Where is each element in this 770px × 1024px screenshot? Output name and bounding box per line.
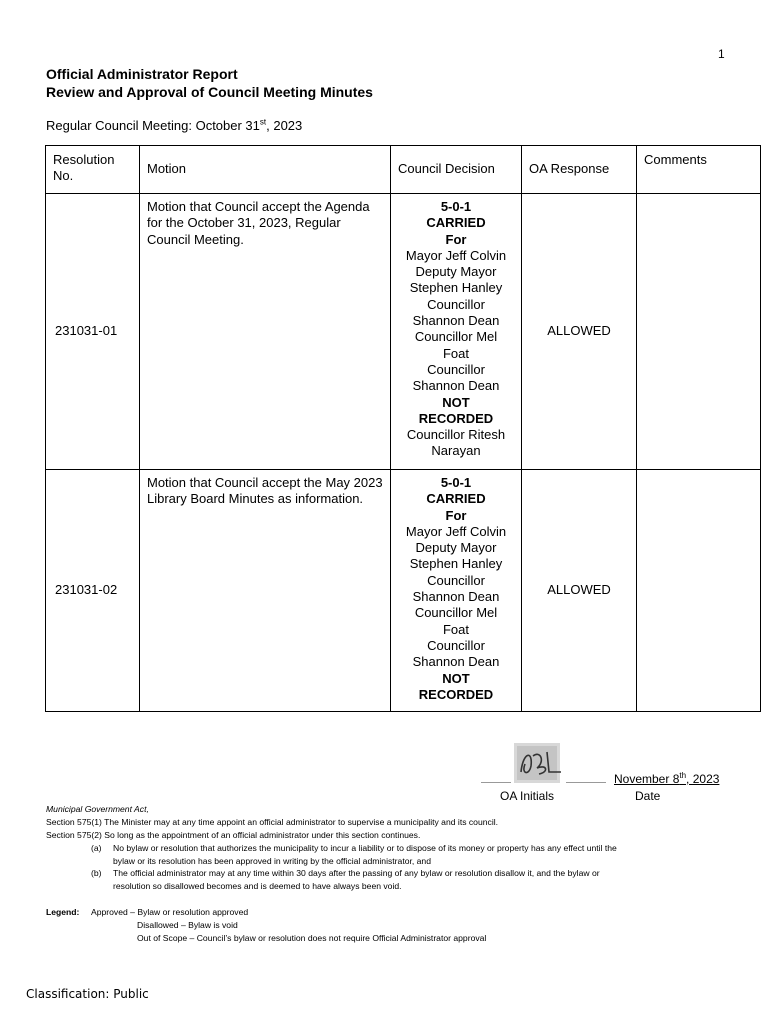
decision-line: Shannon Dean [412, 589, 500, 605]
decision-line: Councillor [427, 361, 485, 377]
header-council-decision: Council Decision [391, 146, 522, 194]
council-decision [391, 470, 522, 712]
decision-line: NOT [442, 394, 470, 410]
minutes-table [45, 145, 761, 712]
signature-stamp [513, 742, 563, 784]
decision-line: Councillor [427, 572, 485, 588]
decision-line: Narayan [431, 443, 481, 459]
legend-approved: Approved – Bylaw or resolution approved [91, 907, 249, 917]
decision-line: For [445, 231, 467, 247]
resolution-number: 231031-02 [46, 470, 140, 712]
decision-line: NOT [442, 670, 470, 686]
legend-disallowed: Disallowed – Bylaw is void [137, 920, 238, 930]
meeting-year: , 2023 [266, 118, 303, 133]
legend-label: Legend: [46, 907, 80, 917]
decision-line: Mayor Jeff Colvin [405, 523, 507, 539]
decision-line: CARRIED [426, 491, 486, 507]
header-resolution: Resolution No. [46, 146, 140, 194]
clause-a-line1: No bylaw or resolution that authorizes the municipality to incur a liability or to dispose of its money or property has any effect until the [113, 843, 617, 853]
decision-line: Shannon Dean [412, 654, 500, 670]
decision-line: Councillor Mel [414, 329, 498, 345]
decision-line: 5-0-1 [440, 199, 472, 214]
decision-line: Stephen Hanley [409, 280, 503, 296]
meeting-date-suffix: st [259, 117, 267, 127]
decision-line: 5-0-1 [440, 475, 472, 490]
clause-a-label: (a) [91, 843, 102, 853]
meeting-line [46, 118, 302, 133]
legend-out-of-scope: Out of Scope – Council’s bylaw or resolution does not require Official Administrator approval [137, 933, 487, 943]
council-decision [391, 194, 522, 470]
classification-label: Classification: Public [26, 987, 149, 1001]
decision-line: Shannon Dean [412, 378, 500, 394]
decision-line: Deputy Mayor [415, 540, 497, 556]
oa-initials-label: OA Initials [500, 789, 555, 803]
decision-line: For [445, 507, 467, 523]
decision-line: Mayor Jeff Colvin [405, 247, 507, 263]
section-575-2: Section 575(2) So long as the appointment of an official administrator under this section continues. [46, 830, 421, 840]
comments-cell [637, 194, 761, 470]
decision-line: RECORDED [418, 410, 494, 426]
signature-line [481, 782, 511, 783]
date-label: Date [635, 789, 661, 803]
decision-line: Foat [442, 345, 469, 361]
decision-line: Stephen Hanley [409, 556, 503, 572]
resolution-number: 231031-01 [46, 194, 140, 470]
clause-b-label: (b) [91, 868, 102, 878]
decision-line: Councillor [427, 296, 485, 312]
decision-line: Foat [442, 621, 469, 637]
oa-response: ALLOWED [522, 194, 637, 470]
decision-line: Councillor Mel [414, 605, 498, 621]
decision-line: Shannon Dean [412, 313, 500, 329]
table-row [46, 470, 761, 712]
decision-line: Councillor [427, 637, 485, 653]
report-subtitle: Review and Approval of Council Meeting Minutes [46, 84, 373, 100]
oa-response: ALLOWED [522, 470, 637, 712]
signature-date: November 8th, 2023 [614, 771, 720, 786]
page-number: 1 [718, 47, 725, 61]
clause-b-line1: The official administrator may at any time within 30 days after the passing of any bylaw or resolution disallow it, and the bylaw or [113, 868, 600, 878]
header-comments: Comments [637, 146, 761, 194]
comments-cell [637, 470, 761, 712]
signature-line [566, 782, 606, 783]
motion-text: Motion that Council accept the May 2023 Library Board Minutes as information. [140, 470, 391, 712]
act-title: Municipal Government Act, [46, 804, 149, 814]
table-row [46, 194, 761, 470]
decision-line: RECORDED [418, 686, 494, 702]
meeting-date: Regular Council Meeting: October 31 [46, 118, 260, 133]
report-title: Official Administrator Report [46, 66, 238, 82]
header-oa-response: OA Response [522, 146, 637, 194]
clause-a-line2: bylaw or its resolution has been approved in writing by the official administrator, and [113, 856, 431, 866]
decision-line: CARRIED [426, 215, 486, 231]
decision-line: Deputy Mayor [415, 264, 497, 280]
decision-line: Councillor Ritesh [406, 427, 506, 443]
table-header-row [46, 146, 761, 194]
clause-b-line2: resolution so disallowed becomes and is deemed to have always been void. [113, 881, 402, 891]
header-motion: Motion [140, 146, 391, 194]
motion-text: Motion that Council accept the Agenda for the October 31, 2023, Regular Council Meeting. [140, 194, 391, 470]
section-575-1: Section 575(1) The Minister may at any time appoint an official administrator to supervise a municipality and its council. [46, 817, 499, 827]
